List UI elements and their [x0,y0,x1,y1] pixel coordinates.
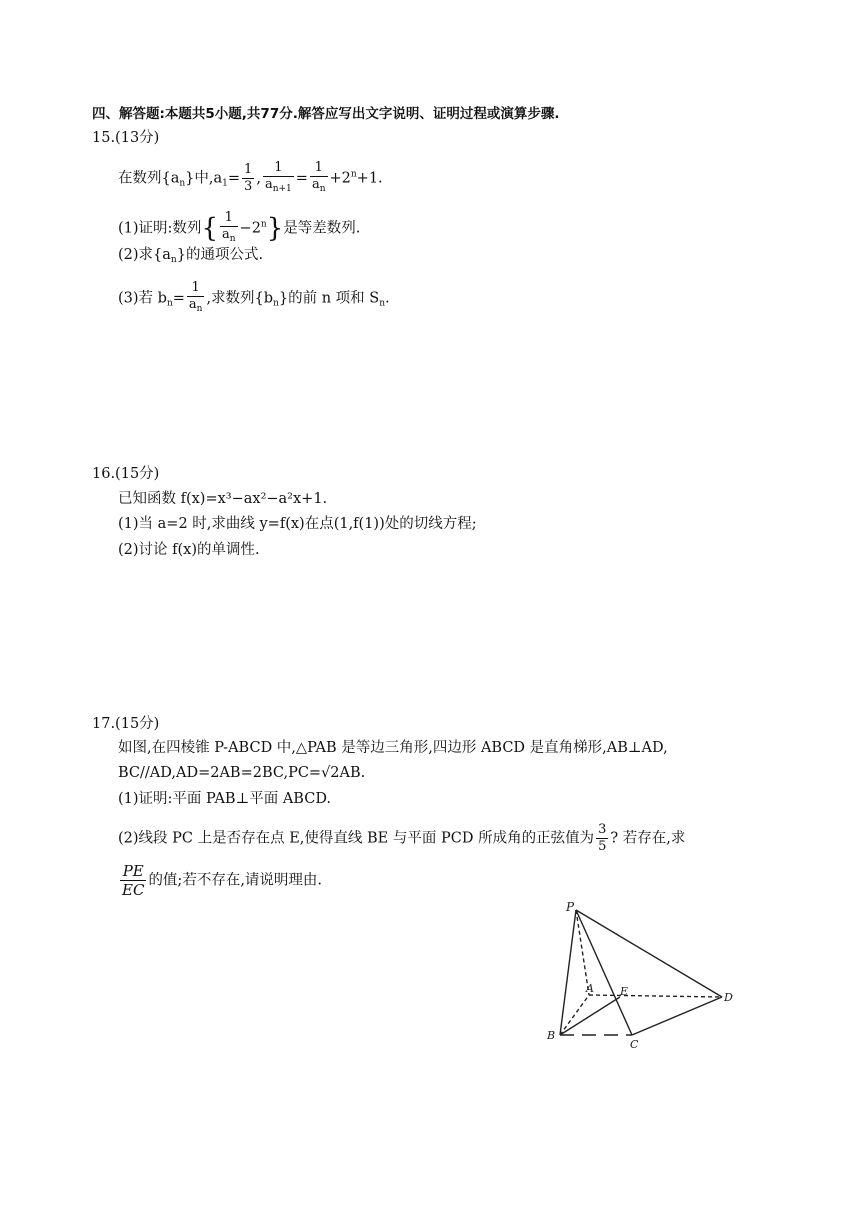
q17-stem-line2: BC//AD,AD=2AB=2BC,PC=√2AB. [118,765,366,781]
q17-part2-cont: $\frac{PE}{EC}$ 的值;若不存在,请说明理由. [122,862,323,899]
section-header: 四、解答题:本题共5小题,共77分.解答应写出文字说明、证明过程或演算步骤. [92,106,560,122]
pyramid-figure [540,895,750,1055]
q16-part1: (1)当 a=2 时,求曲线 y=f(x)在点(1,f(1))处的切线方程; [118,516,477,532]
label-P: P [566,900,575,914]
edge-CD [632,997,722,1035]
q17-part1: (1)证明:平面 PAB⊥平面 ABCD. [118,791,332,807]
edge-BE [560,997,620,1035]
q15-stem: 在数列$\{a_n\}$中$,a_1=$ $\frac{1}{3}$ , $\frac{1}{a_{n+1}}$ = $\frac{1}{a_n}$ $+2^n+1$. [118,160,383,194]
q17-stem-line1: 如图,在四棱锥 P-ABCD 中,△PAB 是等边三角形,四边形 ABCD 是直角梯形,AB⊥AD, [118,740,668,756]
edge-PD [576,910,722,997]
q16-part2: (2)讨论 f(x)的单调性. [118,542,260,558]
label-E: E [620,985,629,998]
q16-stem: 已知函数 f(x)=x³−ax²−a²x+1. [118,491,328,507]
label-D: D [724,991,733,1004]
q16-number: 16.(15分) [92,466,160,482]
edge-PC [576,910,632,1035]
q17-number: 17.(15分) [92,716,160,732]
q15-part1: (1)证明:数列{ $\frac{1}{a_n}$ $-2^n$}是等差数列. [118,210,361,244]
q15-part2: (2)求$\{a_n\}$的通项公式. [118,247,264,265]
q15-number: 15.(13分) [92,130,160,146]
label-B: B [547,1029,556,1042]
label-A: A [586,982,594,995]
label-C: C [630,1038,639,1051]
edge-AD [589,995,722,997]
q17-part2: (2)线段 PC 上是否存在点 E,使得直线 BE 与平面 PCD 所成角的正弦值为 $\frac{3}{5}$ ? 若存在,求 [118,822,686,854]
q15-part3: (3)若 $b_n=$ $\frac{1}{a_n}$ ,求数列$\{b_n\}$的前 n 项和 $S_n$. [118,280,390,314]
